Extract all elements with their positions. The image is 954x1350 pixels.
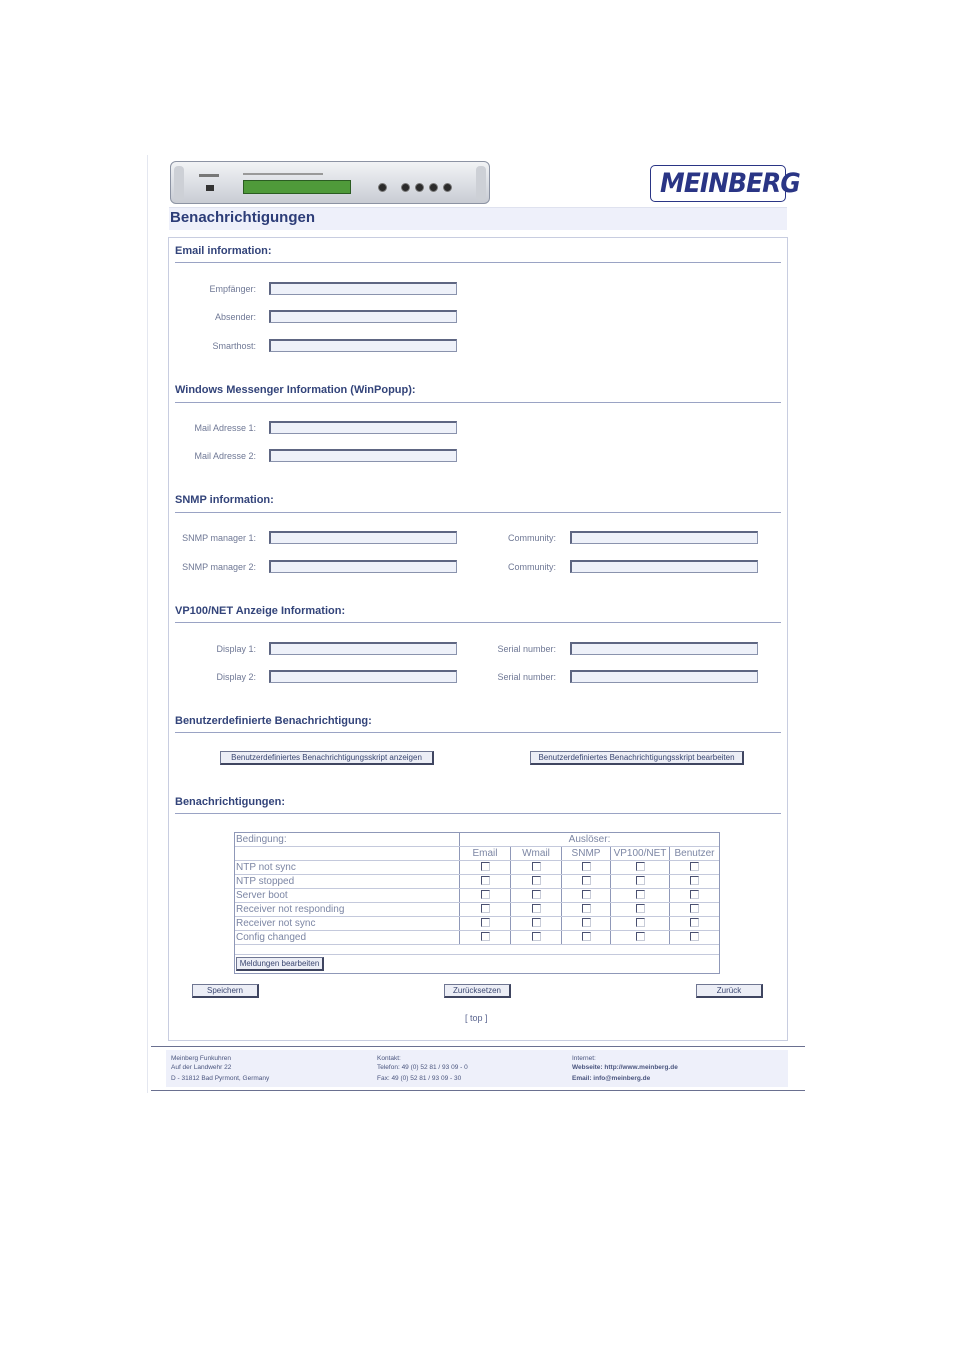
condition-label: Receiver not sync: [235, 917, 460, 931]
email-section-heading: Email information:: [175, 245, 272, 257]
checkbox-benutzer[interactable]: [690, 932, 699, 941]
checkbox-wmail[interactable]: [532, 918, 541, 927]
section-divider: [175, 813, 781, 814]
checkbox-email[interactable]: [481, 876, 490, 885]
section-divider: [175, 262, 781, 263]
snmp-manager-2-input[interactable]: [269, 560, 457, 573]
mail-address-1-label: Mail Adresse 1:: [194, 423, 256, 433]
checkbox-wmail[interactable]: [532, 890, 541, 899]
sender-input[interactable]: [269, 310, 457, 323]
winpopup-section-heading: Windows Messenger Information (WinPopup):: [175, 384, 416, 396]
section-divider: [175, 732, 781, 733]
display-2-label: Display 2:: [216, 672, 256, 682]
checkbox-email[interactable]: [481, 890, 490, 899]
condition-header: Bedingung:: [235, 833, 460, 847]
checkbox-email[interactable]: [481, 918, 490, 927]
trigger-header: Auslöser:: [460, 833, 720, 847]
checkbox-snmp[interactable]: [582, 918, 591, 927]
checkbox-snmp[interactable]: [582, 904, 591, 913]
column-header-wmail: Wmail: [511, 847, 562, 861]
notification-matrix: [234, 832, 720, 974]
section-divider: [175, 402, 781, 403]
condition-label: NTP not sync: [235, 861, 460, 875]
condition-label: NTP stopped: [235, 875, 460, 889]
checkbox-snmp[interactable]: [582, 876, 591, 885]
section-divider: [175, 512, 781, 513]
serial-number-2-input[interactable]: [570, 670, 758, 683]
checkbox-email[interactable]: [481, 862, 490, 871]
community-1-label: Community:: [507, 533, 556, 543]
table-row: [235, 917, 719, 931]
smarthost-label: Smarthost:: [212, 341, 256, 351]
edit-custom-script-button[interactable]: Benutzerdefiniertes Benachrichtigungsskript bearbeiten: [530, 751, 744, 765]
reset-button[interactable]: Zurücksetzen: [444, 984, 511, 998]
checkbox-snmp[interactable]: [582, 932, 591, 941]
checkbox-wmail[interactable]: [532, 862, 541, 871]
checkbox-vp100net[interactable]: [636, 932, 645, 941]
column-header-benutzer: Benutzer: [670, 847, 720, 861]
community-2-label: Community:: [507, 562, 556, 572]
footer-city: D - 31812 Bad Pyrmont, Germany: [171, 1075, 270, 1082]
condition-label: Receiver not responding: [235, 903, 460, 917]
checkbox-email[interactable]: [481, 904, 490, 913]
page-title: Benachrichtigungen: [170, 209, 316, 226]
snmp-manager-1-label: SNMP manager 1:: [182, 533, 256, 543]
display-1-label: Display 1:: [216, 644, 256, 654]
table-row: [235, 889, 719, 903]
checkbox-benutzer[interactable]: [690, 890, 699, 899]
sender-label: Absender:: [214, 312, 256, 322]
community-1-input[interactable]: [570, 531, 758, 544]
checkbox-vp100net[interactable]: [636, 918, 645, 927]
condition-label: Server boot: [235, 889, 460, 903]
footer-phone: Telefon: 49 (0) 52 81 / 93 09 - 0: [377, 1064, 468, 1071]
serial-number-1-input[interactable]: [570, 642, 758, 655]
column-header-email: Email: [460, 847, 511, 861]
checkbox-wmail[interactable]: [532, 932, 541, 941]
community-2-input[interactable]: [570, 560, 758, 573]
notifications-section-heading: Benachrichtigungen:: [175, 796, 286, 808]
logo-text: MEINBERG: [660, 168, 800, 199]
footer-company: Meinberg Funkuhren: [171, 1055, 231, 1062]
checkbox-vp100net[interactable]: [636, 862, 645, 871]
checkbox-benutzer[interactable]: [690, 904, 699, 913]
footer-internet-label: Internet:: [572, 1055, 596, 1062]
checkbox-benutzer[interactable]: [690, 918, 699, 927]
footer-divider: [151, 1090, 805, 1091]
display-2-input[interactable]: [269, 670, 457, 683]
checkbox-vp100net[interactable]: [636, 890, 645, 899]
header-spacer: [235, 847, 460, 861]
column-header-snmp: SNMP: [562, 847, 611, 861]
checkbox-benutzer[interactable]: [690, 876, 699, 885]
vp100-section-heading: VP100/NET Anzeige Information:: [175, 605, 346, 617]
device-image: [170, 161, 490, 204]
section-divider: [175, 622, 781, 623]
checkbox-vp100net[interactable]: [636, 904, 645, 913]
mail-address-2-label: Mail Adresse 2:: [194, 451, 256, 461]
footer-divider: [151, 1046, 805, 1047]
condition-label: Config changed: [235, 931, 460, 945]
display-1-input[interactable]: [269, 642, 457, 655]
checkbox-snmp[interactable]: [582, 890, 591, 899]
serial-number-2-label: Serial number:: [497, 672, 556, 682]
checkbox-vp100net[interactable]: [636, 876, 645, 885]
edit-messages-button[interactable]: Meldungen bearbeiten: [236, 957, 324, 971]
back-button[interactable]: Zurück: [696, 984, 763, 998]
smarthost-input[interactable]: [269, 339, 457, 352]
meinberg-logo: [650, 165, 800, 202]
checkbox-snmp[interactable]: [582, 862, 591, 871]
top-link[interactable]: [ top ]: [465, 1013, 488, 1023]
custom-section-heading: Benutzerdefinierte Benachrichtigung:: [175, 715, 372, 727]
table-row: [235, 875, 719, 889]
save-button[interactable]: Speichern: [192, 984, 259, 998]
show-custom-script-button[interactable]: Benutzerdefiniertes Benachrichtigungsskript anzeigen: [220, 751, 434, 765]
serial-number-1-label: Serial number:: [497, 644, 556, 654]
footer-email[interactable]: Email: info@meinberg.de: [572, 1075, 651, 1082]
mail-address-1-input[interactable]: [269, 421, 457, 434]
recipient-input[interactable]: [269, 282, 457, 295]
table-row: [235, 861, 719, 875]
footer-website[interactable]: Webseite: http://www.meinberg.de: [572, 1064, 678, 1071]
footer-fax: Fax: 49 (0) 52 81 / 93 09 - 30: [377, 1075, 462, 1082]
table-row: [235, 931, 719, 945]
checkbox-wmail[interactable]: [532, 876, 541, 885]
footer-contact-label: Kontakt:: [377, 1055, 401, 1062]
checkbox-wmail[interactable]: [532, 904, 541, 913]
mail-address-2-input[interactable]: [269, 449, 457, 462]
snmp-manager-1-input[interactable]: [269, 531, 457, 544]
checkbox-benutzer[interactable]: [690, 862, 699, 871]
snmp-manager-2-label: SNMP manager 2:: [182, 562, 256, 572]
column-header-vp100net: VP100/NET: [611, 847, 670, 861]
snmp-section-heading: SNMP information:: [175, 494, 274, 506]
footer-street: Auf der Landwehr 22: [171, 1064, 232, 1071]
table-row: [235, 903, 719, 917]
recipient-label: Empfänger:: [209, 284, 256, 294]
checkbox-email[interactable]: [481, 932, 490, 941]
